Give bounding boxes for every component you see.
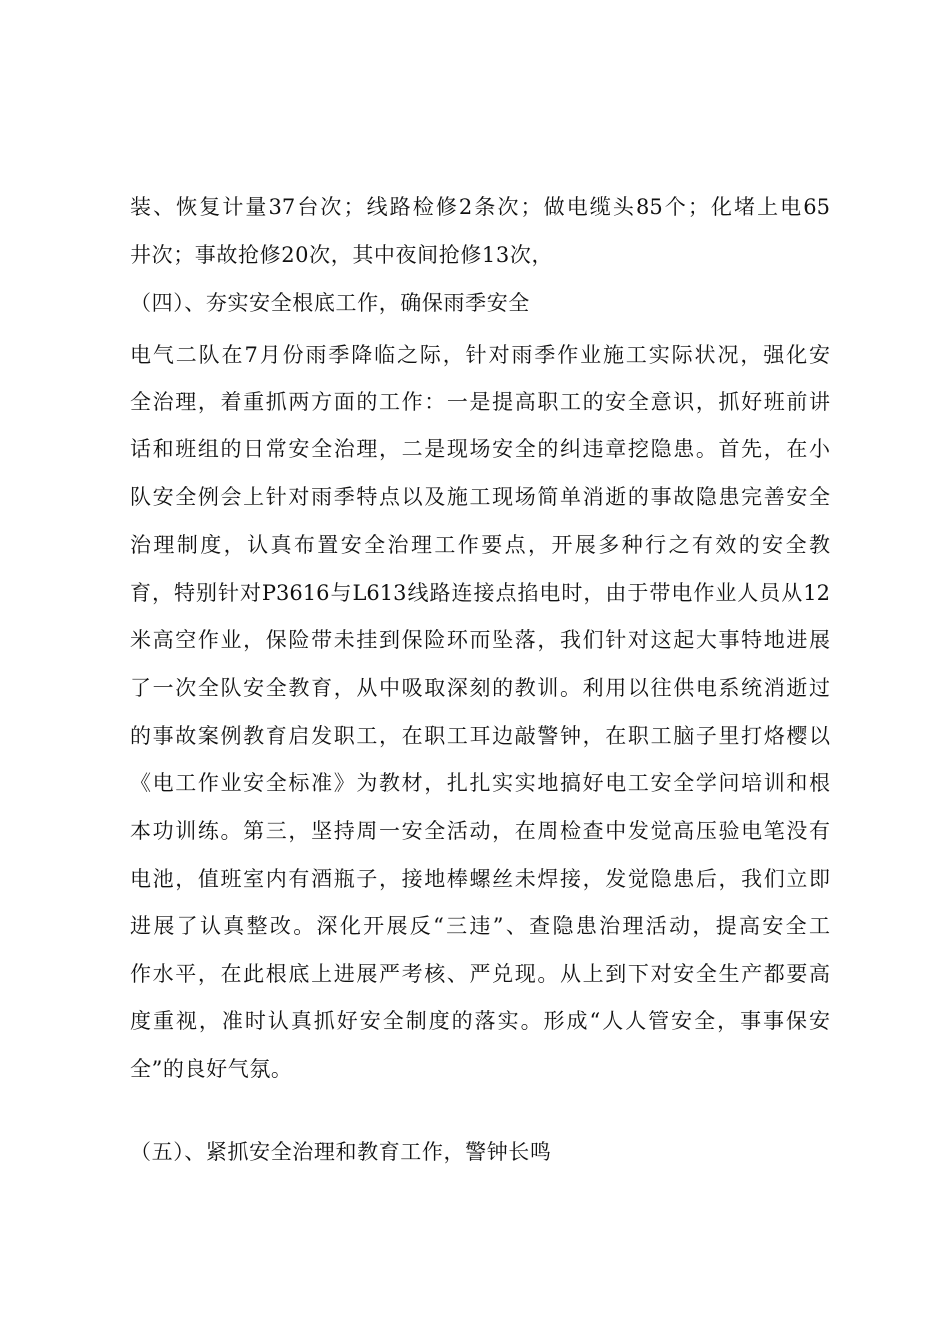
text-line: 话和班组的日常安全治理，二是现场安全的纠违章挖隐患。首先，在小 xyxy=(130,437,830,461)
text-line: 全”的良好气氛。 xyxy=(130,1057,293,1081)
text-line: 《电工作业安全标准》为教材，扎扎实实地搞好电工安全学问培训和根 xyxy=(130,771,830,795)
text-line: 进展了认真整改。深化开展反“三违”、查隐患治理活动，提高安全工 xyxy=(130,914,830,938)
text-line: 装、恢复计量37台次；线路检修2条次；做电缆头85个；化堵上电65 xyxy=(130,195,830,219)
text-line: 电池，值班室内有酒瓶子，接地棒螺丝未焊接，发觉隐患后，我们立即 xyxy=(130,867,830,891)
section-heading: （五）、紧抓安全治理和教育工作，警钟长鸣 xyxy=(130,1140,552,1164)
text-line: 了一次全队安全教育，从中吸取深刻的教训。利用以往供电系统消逝过 xyxy=(130,676,830,700)
text-line: 井次；事故抢修20次，其中夜间抢修13次， xyxy=(130,243,554,267)
text-line: 本功训练。第三，坚持周一安全活动，在周检查中发觉高压验电笔没有 xyxy=(130,819,830,843)
section-heading: （四）、夯实安全根底工作，确保雨季安全 xyxy=(130,291,530,315)
text-line: 育，特别针对P3616与L613线路连接点掐电时，由于带电作业人员从12 xyxy=(130,581,830,605)
text-line: 作水平，在此根底上进展严考核、严兑现。从上到下对安全生产都要高 xyxy=(130,962,830,986)
text-line: 的事故案例教育启发职工，在职工耳边敲警钟，在职工脑子里打烙樱以 xyxy=(130,724,830,748)
text-line: 电气二队在7月份雨季降临之际，针对雨季作业施工实际状况，强化安 xyxy=(130,343,830,367)
text-line: 全治理，着重抓两方面的工作：一是提高职工的安全意识，抓好班前讲 xyxy=(130,390,830,414)
text-line: 队安全例会上针对雨季特点以及施工现场简单消逝的事故隐患完善安全 xyxy=(130,485,830,509)
text-line: 米高空作业，保险带未挂到保险环而坠落，我们针对这起大事特地进展 xyxy=(130,628,830,652)
text-line: 度重视，准时认真抓好安全制度的落实。形成“人人管安全，事事保安 xyxy=(130,1009,830,1033)
text-line: 治理制度，认真布置安全治理工作要点，开展多种行之有效的安全教 xyxy=(130,533,830,557)
